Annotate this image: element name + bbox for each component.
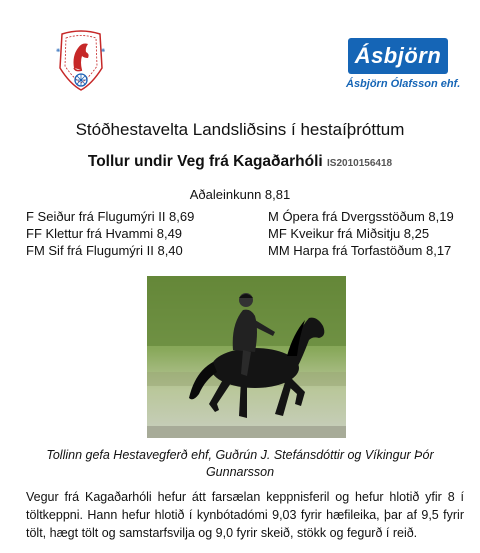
pedigree-line: FM Sif frá Flugumýri II 8,40 [26,243,183,258]
pedigree-line: MM Harpa frá Torfastöðum 8,17 [268,243,452,258]
horse-registration-number: IS2010156418 [327,158,393,169]
landssamband-seal-icon [52,28,110,94]
asbjorn-brand-mark: Ásbjörn [348,38,448,74]
svg-text:❋: ❋ [56,48,61,54]
page-title: Stóðhestavelta Landsliðsins í hestaíþróttum [75,120,405,139]
pedigree-line: F Seiður frá Flugumýri II 8,69 [26,209,195,224]
horse-heading [0,153,480,171]
pedigree-sire-side [26,208,194,259]
main-score: Aðaleinkunn 8,81 [189,187,291,202]
svg-text:❋: ❋ [101,48,106,54]
horse-rider-image [147,276,346,438]
pedigree-line: M Ópera frá Dvergsstöðum 8,19 [268,209,454,224]
pedigree-line: FF Klettur frá Hvammi 8,49 [26,226,183,241]
landssamband-seal-logo [52,28,110,94]
caption-line: Gunnarsson [205,465,275,479]
pedigree-dam-side [268,208,454,259]
asbjorn-logo [346,38,461,94]
asbjorn-company-name: Ásbjörn Ólafsson ehf. [346,78,461,90]
photo-caption [40,447,440,481]
caption-line: Tollinn gefa Hestavegferð ehf, Guðrún J. Stefánsdóttir og Víkingur Þór [46,448,434,462]
horse-name: Tollur undir Veg frá Kagaðarhóli [87,153,323,170]
horse-photo [147,276,346,438]
description-paragraph: Vegur frá Kagaðarhóli hefur átt farsælan keppnisferil og hefur hlotið yfir 8 í töltkeppni. Hann hefur hlotið í kynbótadómi 9,03 fyrir hæfileika, þar af 9,5 fyrir tölt, hægt tölt og samstarfsvilja og 9,0 fyrir skeið, stökk og fegurð í reið. [26,490,464,540]
pedigree-line: MF Kveikur frá Miðsitju 8,25 [268,226,430,241]
